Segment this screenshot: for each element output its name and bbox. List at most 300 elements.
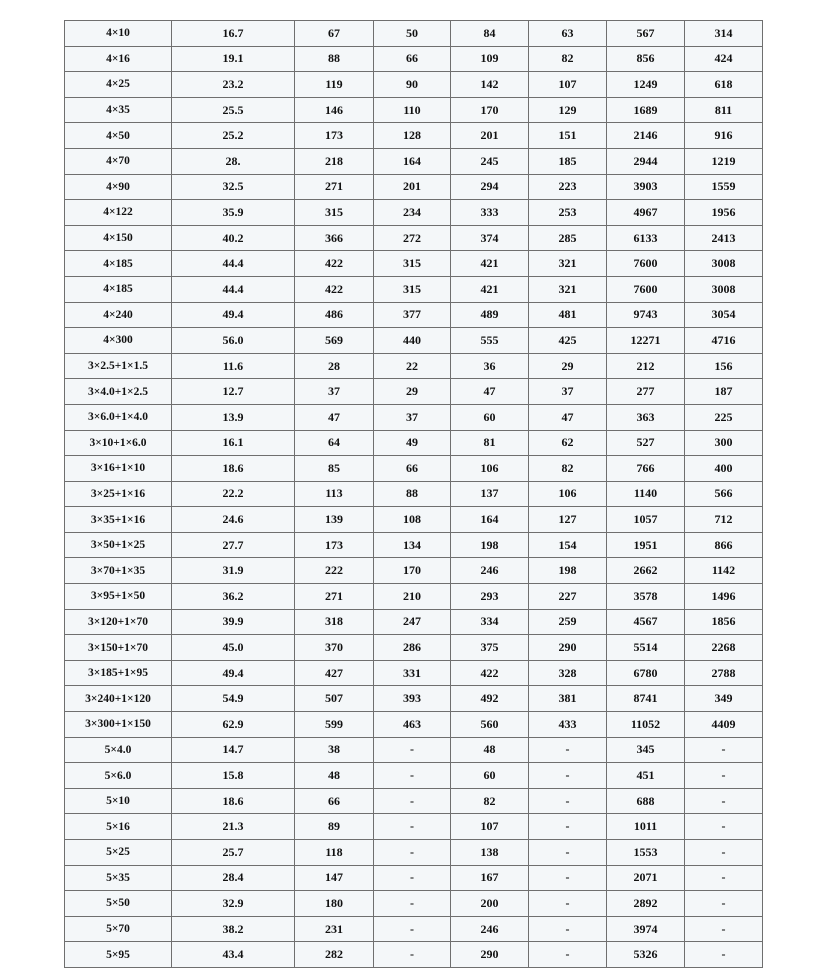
table-cell: 440 bbox=[374, 328, 451, 354]
cable-spec-cell: 3×120+1×70 bbox=[65, 609, 172, 635]
cable-spec-cell: 4×185 bbox=[65, 276, 172, 302]
table-cell: 49.4 bbox=[172, 660, 295, 686]
table-cell: 90 bbox=[374, 72, 451, 98]
table-cell: 259 bbox=[529, 609, 607, 635]
table-cell: 560 bbox=[451, 712, 529, 738]
table-cell: 82 bbox=[529, 456, 607, 482]
table-cell: 198 bbox=[451, 532, 529, 558]
table-cell: 866 bbox=[685, 532, 763, 558]
table-row bbox=[65, 225, 763, 251]
cable-spec-cell: 5×4.0 bbox=[65, 737, 172, 763]
table-cell: 618 bbox=[685, 72, 763, 98]
cable-spec-cell: 3×6.0+1×4.0 bbox=[65, 404, 172, 430]
cable-spec-cell: 3×300+1×150 bbox=[65, 712, 172, 738]
table-cell: 142 bbox=[451, 72, 529, 98]
table-cell: 47 bbox=[529, 404, 607, 430]
table-cell: - bbox=[529, 840, 607, 866]
table-row bbox=[65, 558, 763, 584]
table-row bbox=[65, 353, 763, 379]
cable-spec-cell: 5×95 bbox=[65, 942, 172, 968]
table-row bbox=[65, 97, 763, 123]
table-cell: 47 bbox=[295, 404, 374, 430]
table-cell: 18.6 bbox=[172, 456, 295, 482]
table-cell: - bbox=[685, 814, 763, 840]
table-cell: 492 bbox=[451, 686, 529, 712]
table-cell: 201 bbox=[374, 174, 451, 200]
table-cell: 1553 bbox=[607, 840, 685, 866]
table-cell: 811 bbox=[685, 97, 763, 123]
table-cell: 39.9 bbox=[172, 609, 295, 635]
table-cell: - bbox=[374, 916, 451, 942]
table-cell: 507 bbox=[295, 686, 374, 712]
table-cell: 282 bbox=[295, 942, 374, 968]
table-cell: 2268 bbox=[685, 635, 763, 661]
table-cell: 164 bbox=[374, 148, 451, 174]
table-cell: 315 bbox=[374, 251, 451, 277]
table-cell: 11052 bbox=[607, 712, 685, 738]
table-cell: 425 bbox=[529, 328, 607, 354]
cable-spec-cell: 4×70 bbox=[65, 148, 172, 174]
table-row bbox=[65, 660, 763, 686]
table-cell: 555 bbox=[451, 328, 529, 354]
table-cell: 916 bbox=[685, 123, 763, 149]
cable-spec-cell: 5×50 bbox=[65, 891, 172, 917]
table-cell: 569 bbox=[295, 328, 374, 354]
table-row bbox=[65, 328, 763, 354]
table-cell: 170 bbox=[451, 97, 529, 123]
table-cell: 9743 bbox=[607, 302, 685, 328]
cable-spec-cell: 4×16 bbox=[65, 46, 172, 72]
table-cell: - bbox=[374, 814, 451, 840]
table-cell: 200 bbox=[451, 891, 529, 917]
table-cell: 156 bbox=[685, 353, 763, 379]
table-cell: 12.7 bbox=[172, 379, 295, 405]
table-cell: 5326 bbox=[607, 942, 685, 968]
table-cell: - bbox=[374, 763, 451, 789]
table-cell: 427 bbox=[295, 660, 374, 686]
table-row bbox=[65, 72, 763, 98]
table-cell: 66 bbox=[374, 456, 451, 482]
table-cell: 50 bbox=[374, 21, 451, 47]
table-cell: 36 bbox=[451, 353, 529, 379]
table-cell: 451 bbox=[607, 763, 685, 789]
cable-spec-cell: 4×50 bbox=[65, 123, 172, 149]
table-cell: 4716 bbox=[685, 328, 763, 354]
table-cell: 2071 bbox=[607, 865, 685, 891]
table-row bbox=[65, 174, 763, 200]
table-cell: 15.8 bbox=[172, 763, 295, 789]
table-cell: 27.7 bbox=[172, 532, 295, 558]
table-cell: 321 bbox=[529, 276, 607, 302]
table-cell: 137 bbox=[451, 481, 529, 507]
table-row bbox=[65, 635, 763, 661]
table-cell: 463 bbox=[374, 712, 451, 738]
table-cell: 108 bbox=[374, 507, 451, 533]
table-cell: 29 bbox=[374, 379, 451, 405]
table-cell: 88 bbox=[374, 481, 451, 507]
table-cell: 170 bbox=[374, 558, 451, 584]
cable-spec-cell: 4×185 bbox=[65, 251, 172, 277]
table-cell: 247 bbox=[374, 609, 451, 635]
table-row bbox=[65, 788, 763, 814]
table-cell: 63 bbox=[529, 21, 607, 47]
table-cell: 37 bbox=[374, 404, 451, 430]
table-cell: 146 bbox=[295, 97, 374, 123]
table-cell: 333 bbox=[451, 200, 529, 226]
table-cell: 164 bbox=[451, 507, 529, 533]
cable-spec-cell: 3×10+1×6.0 bbox=[65, 430, 172, 456]
table-cell: 290 bbox=[451, 942, 529, 968]
table-cell: 13.9 bbox=[172, 404, 295, 430]
table-cell: 23.2 bbox=[172, 72, 295, 98]
table-row bbox=[65, 148, 763, 174]
table-cell: 381 bbox=[529, 686, 607, 712]
table-cell: 3578 bbox=[607, 584, 685, 610]
table-cell: 106 bbox=[529, 481, 607, 507]
table-cell: - bbox=[374, 942, 451, 968]
table-cell: 198 bbox=[529, 558, 607, 584]
table-row bbox=[65, 379, 763, 405]
table-row bbox=[65, 200, 763, 226]
table-cell: 3054 bbox=[685, 302, 763, 328]
table-cell: 227 bbox=[529, 584, 607, 610]
table-cell: 2146 bbox=[607, 123, 685, 149]
table-cell: 24.6 bbox=[172, 507, 295, 533]
table-cell: 218 bbox=[295, 148, 374, 174]
table-cell: 271 bbox=[295, 584, 374, 610]
table-cell: 4967 bbox=[607, 200, 685, 226]
table-cell: 271 bbox=[295, 174, 374, 200]
table-cell: 82 bbox=[529, 46, 607, 72]
table-cell: 400 bbox=[685, 456, 763, 482]
table-cell: 81 bbox=[451, 430, 529, 456]
table-cell: 3903 bbox=[607, 174, 685, 200]
table-cell: 47 bbox=[451, 379, 529, 405]
table-cell: 688 bbox=[607, 788, 685, 814]
table-cell: 314 bbox=[685, 21, 763, 47]
table-cell: 106 bbox=[451, 456, 529, 482]
table-cell: 129 bbox=[529, 97, 607, 123]
table-cell: 277 bbox=[607, 379, 685, 405]
table-cell: - bbox=[374, 840, 451, 866]
table-cell: 315 bbox=[374, 276, 451, 302]
table-cell: 212 bbox=[607, 353, 685, 379]
table-cell: 1057 bbox=[607, 507, 685, 533]
table-cell: 422 bbox=[451, 660, 529, 686]
table-cell: 421 bbox=[451, 276, 529, 302]
table-cell: 7600 bbox=[607, 251, 685, 277]
table-cell: 4409 bbox=[685, 712, 763, 738]
table-cell: 44.4 bbox=[172, 251, 295, 277]
table-cell: 154 bbox=[529, 532, 607, 558]
table-cell: 18.6 bbox=[172, 788, 295, 814]
table-cell: 134 bbox=[374, 532, 451, 558]
cable-spec-cell: 3×240+1×120 bbox=[65, 686, 172, 712]
table-cell: 89 bbox=[295, 814, 374, 840]
table-cell: 328 bbox=[529, 660, 607, 686]
table-cell: 225 bbox=[685, 404, 763, 430]
table-row bbox=[65, 686, 763, 712]
table-cell: 315 bbox=[295, 200, 374, 226]
table-row bbox=[65, 404, 763, 430]
table-cell: 1140 bbox=[607, 481, 685, 507]
table-cell: 7600 bbox=[607, 276, 685, 302]
table-cell: 3974 bbox=[607, 916, 685, 942]
table-cell: 49.4 bbox=[172, 302, 295, 328]
table-cell: 286 bbox=[374, 635, 451, 661]
table-cell: 294 bbox=[451, 174, 529, 200]
cable-spec-cell: 4×25 bbox=[65, 72, 172, 98]
table-cell: 25.5 bbox=[172, 97, 295, 123]
table-cell: - bbox=[685, 891, 763, 917]
cable-spec-cell: 4×35 bbox=[65, 97, 172, 123]
table-cell: 421 bbox=[451, 251, 529, 277]
table-cell: 14.7 bbox=[172, 737, 295, 763]
table-cell: 422 bbox=[295, 251, 374, 277]
table-cell: 38 bbox=[295, 737, 374, 763]
cable-spec-cell: 3×50+1×25 bbox=[65, 532, 172, 558]
table-cell: 107 bbox=[529, 72, 607, 98]
table-cell: 25.7 bbox=[172, 840, 295, 866]
table-row bbox=[65, 865, 763, 891]
table-cell: 43.4 bbox=[172, 942, 295, 968]
table-cell: 321 bbox=[529, 251, 607, 277]
table-cell: - bbox=[529, 865, 607, 891]
table-cell: 139 bbox=[295, 507, 374, 533]
table-cell: 32.9 bbox=[172, 891, 295, 917]
cable-spec-cell: 3×25+1×16 bbox=[65, 481, 172, 507]
cable-spec-cell: 3×150+1×70 bbox=[65, 635, 172, 661]
table-cell: 110 bbox=[374, 97, 451, 123]
table-cell: 107 bbox=[451, 814, 529, 840]
table-cell: 1856 bbox=[685, 609, 763, 635]
table-cell: 28 bbox=[295, 353, 374, 379]
table-cell: 527 bbox=[607, 430, 685, 456]
table-cell: - bbox=[374, 788, 451, 814]
table-cell: 118 bbox=[295, 840, 374, 866]
table-cell: 1249 bbox=[607, 72, 685, 98]
cable-spec-cell: 4×240 bbox=[65, 302, 172, 328]
cable-spec-cell: 5×10 bbox=[65, 788, 172, 814]
table-cell: 185 bbox=[529, 148, 607, 174]
table-cell: 67 bbox=[295, 21, 374, 47]
table-cell: 246 bbox=[451, 558, 529, 584]
table-cell: 2944 bbox=[607, 148, 685, 174]
table-cell: 3008 bbox=[685, 251, 763, 277]
table-cell: 293 bbox=[451, 584, 529, 610]
cable-spec-cell: 4×300 bbox=[65, 328, 172, 354]
table-cell: 246 bbox=[451, 916, 529, 942]
table-cell: 16.1 bbox=[172, 430, 295, 456]
table-cell: - bbox=[529, 737, 607, 763]
table-cell: 334 bbox=[451, 609, 529, 635]
table-cell: 28. bbox=[172, 148, 295, 174]
table-cell: - bbox=[685, 840, 763, 866]
table-cell: 54.9 bbox=[172, 686, 295, 712]
table-cell: 29 bbox=[529, 353, 607, 379]
cable-spec-cell: 5×35 bbox=[65, 865, 172, 891]
table-cell: - bbox=[529, 891, 607, 917]
table-cell: 37 bbox=[295, 379, 374, 405]
cable-spec-cell: 5×16 bbox=[65, 814, 172, 840]
table-cell: 6133 bbox=[607, 225, 685, 251]
table-cell: 37 bbox=[529, 379, 607, 405]
table-cell: 393 bbox=[374, 686, 451, 712]
table-cell: 5514 bbox=[607, 635, 685, 661]
table-cell: 2892 bbox=[607, 891, 685, 917]
cable-spec-table bbox=[64, 20, 763, 968]
table-cell: - bbox=[529, 788, 607, 814]
table-cell: 345 bbox=[607, 737, 685, 763]
table-cell: 119 bbox=[295, 72, 374, 98]
table-cell: 1951 bbox=[607, 532, 685, 558]
table-cell: - bbox=[374, 865, 451, 891]
table-cell: 127 bbox=[529, 507, 607, 533]
cable-spec-cell: 5×70 bbox=[65, 916, 172, 942]
table-cell: 60 bbox=[451, 404, 529, 430]
table-row bbox=[65, 507, 763, 533]
table-cell: 25.2 bbox=[172, 123, 295, 149]
table-cell: 151 bbox=[529, 123, 607, 149]
table-cell: 374 bbox=[451, 225, 529, 251]
table-row bbox=[65, 21, 763, 47]
table-cell: 62 bbox=[529, 430, 607, 456]
table-body bbox=[65, 21, 763, 968]
table-cell: 32.5 bbox=[172, 174, 295, 200]
table-cell: 300 bbox=[685, 430, 763, 456]
table-cell: 109 bbox=[451, 46, 529, 72]
cable-spec-cell: 3×4.0+1×2.5 bbox=[65, 379, 172, 405]
table-cell: 489 bbox=[451, 302, 529, 328]
table-row bbox=[65, 609, 763, 635]
table-cell: 36.2 bbox=[172, 584, 295, 610]
table-cell: 222 bbox=[295, 558, 374, 584]
table-cell: 138 bbox=[451, 840, 529, 866]
cable-spec-cell: 4×90 bbox=[65, 174, 172, 200]
table-cell: 422 bbox=[295, 276, 374, 302]
table-cell: 1496 bbox=[685, 584, 763, 610]
table-cell: 8741 bbox=[607, 686, 685, 712]
table-cell: 201 bbox=[451, 123, 529, 149]
table-row bbox=[65, 763, 763, 789]
table-cell: 2788 bbox=[685, 660, 763, 686]
table-cell: 331 bbox=[374, 660, 451, 686]
table-cell: 375 bbox=[451, 635, 529, 661]
table-row bbox=[65, 430, 763, 456]
table-cell: 223 bbox=[529, 174, 607, 200]
table-cell: 2413 bbox=[685, 225, 763, 251]
table-row bbox=[65, 123, 763, 149]
table-cell: 245 bbox=[451, 148, 529, 174]
table-cell: 272 bbox=[374, 225, 451, 251]
table-cell: - bbox=[685, 737, 763, 763]
cable-spec-cell: 3×185+1×95 bbox=[65, 660, 172, 686]
table-row bbox=[65, 814, 763, 840]
table-cell: - bbox=[374, 891, 451, 917]
table-cell: 22.2 bbox=[172, 481, 295, 507]
cable-spec-cell: 3×35+1×16 bbox=[65, 507, 172, 533]
table-cell: 1956 bbox=[685, 200, 763, 226]
table-row bbox=[65, 532, 763, 558]
table-cell: 290 bbox=[529, 635, 607, 661]
table-cell: 363 bbox=[607, 404, 685, 430]
table-row bbox=[65, 276, 763, 302]
table-cell: 253 bbox=[529, 200, 607, 226]
cable-spec-cell: 4×10 bbox=[65, 21, 172, 47]
cable-spec-cell: 4×150 bbox=[65, 225, 172, 251]
table-cell: 1559 bbox=[685, 174, 763, 200]
cable-spec-cell: 3×16+1×10 bbox=[65, 456, 172, 482]
table-cell: 64 bbox=[295, 430, 374, 456]
table-row bbox=[65, 251, 763, 277]
table-cell: 210 bbox=[374, 584, 451, 610]
table-cell: 234 bbox=[374, 200, 451, 226]
table-cell: - bbox=[685, 788, 763, 814]
table-row bbox=[65, 712, 763, 738]
table-cell: 187 bbox=[685, 379, 763, 405]
table-cell: 856 bbox=[607, 46, 685, 72]
table-row bbox=[65, 481, 763, 507]
table-cell: 88 bbox=[295, 46, 374, 72]
table-cell: 147 bbox=[295, 865, 374, 891]
table-cell: - bbox=[529, 814, 607, 840]
table-cell: 84 bbox=[451, 21, 529, 47]
table-row bbox=[65, 942, 763, 968]
table-cell: 180 bbox=[295, 891, 374, 917]
table-cell: 424 bbox=[685, 46, 763, 72]
table-cell: 85 bbox=[295, 456, 374, 482]
table-cell: 82 bbox=[451, 788, 529, 814]
table-cell: 12271 bbox=[607, 328, 685, 354]
table-cell: 370 bbox=[295, 635, 374, 661]
table-row bbox=[65, 456, 763, 482]
table-cell: 6780 bbox=[607, 660, 685, 686]
table-cell: 1219 bbox=[685, 148, 763, 174]
table-row bbox=[65, 584, 763, 610]
table-cell: 173 bbox=[295, 532, 374, 558]
table-cell: 66 bbox=[295, 788, 374, 814]
table-cell: 48 bbox=[295, 763, 374, 789]
table-cell: 2662 bbox=[607, 558, 685, 584]
cable-spec-cell: 3×95+1×50 bbox=[65, 584, 172, 610]
table-cell: 173 bbox=[295, 123, 374, 149]
table-cell: 231 bbox=[295, 916, 374, 942]
table-row bbox=[65, 46, 763, 72]
table-cell: 31.9 bbox=[172, 558, 295, 584]
table-cell: 28.4 bbox=[172, 865, 295, 891]
table-cell: 1011 bbox=[607, 814, 685, 840]
cable-spec-cell: 5×25 bbox=[65, 840, 172, 866]
table-cell: - bbox=[685, 916, 763, 942]
table-cell: 38.2 bbox=[172, 916, 295, 942]
table-cell: 49 bbox=[374, 430, 451, 456]
table-cell: - bbox=[529, 763, 607, 789]
table-cell: 285 bbox=[529, 225, 607, 251]
table-cell: 35.9 bbox=[172, 200, 295, 226]
table-cell: 366 bbox=[295, 225, 374, 251]
table-cell: 599 bbox=[295, 712, 374, 738]
table-cell: - bbox=[529, 916, 607, 942]
table-cell: 48 bbox=[451, 737, 529, 763]
table-cell: 566 bbox=[685, 481, 763, 507]
table-row bbox=[65, 840, 763, 866]
table-cell: - bbox=[685, 763, 763, 789]
table-cell: 44.4 bbox=[172, 276, 295, 302]
table-cell: - bbox=[374, 737, 451, 763]
table-row bbox=[65, 302, 763, 328]
table-cell: 318 bbox=[295, 609, 374, 635]
table-cell: 62.9 bbox=[172, 712, 295, 738]
